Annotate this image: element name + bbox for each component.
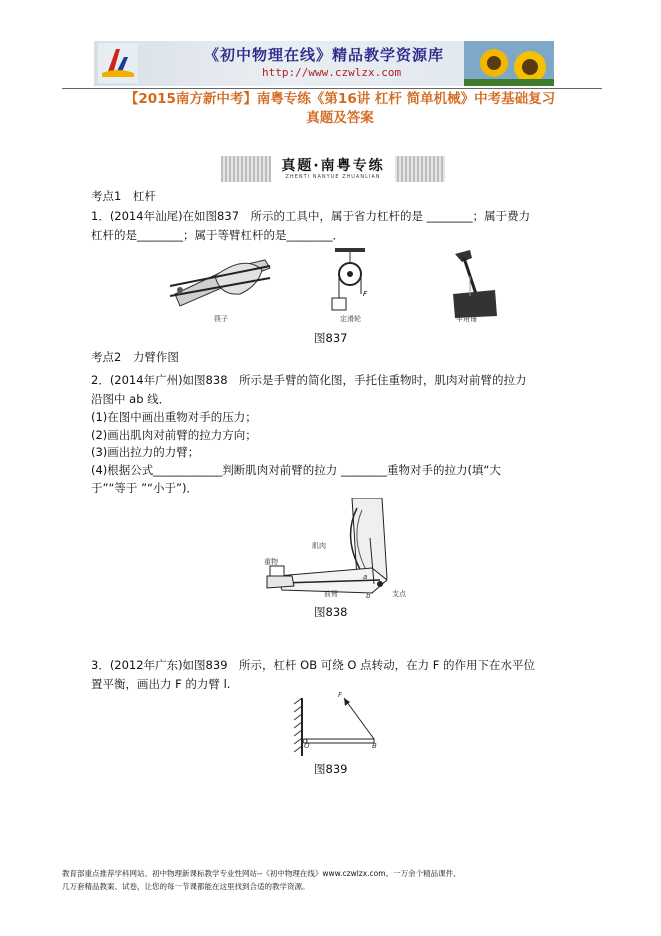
section-banner [221, 156, 445, 182]
banner-title: 《初中物理在线》精品教学资源库 [204, 46, 445, 64]
q2-line1: 2．(2014年广州)如图838 所示是手臂的简化图，手托住重物时，肌肉对前臂的拉力 [91, 373, 527, 387]
claw-hammer-image [453, 250, 497, 318]
q2-item-2: (2)画出肌肉对前臂的拉力方向； [91, 428, 257, 442]
section-pinyin: ZHENTI NANYUE ZHUANLIAN [271, 174, 395, 182]
banner-url-link[interactable]: http://www.czwlzx.com [262, 66, 402, 79]
force-f-label: F [338, 691, 343, 699]
section-title: 真题·南粤专练 [271, 155, 395, 175]
kaodian-1-heading: 考点1 杠杆 [91, 189, 156, 203]
point-b-label: b [366, 592, 371, 600]
q2-line-last: 于”“等于 ”“小于”)． [91, 481, 198, 495]
weight-label: 重物 [264, 558, 278, 566]
muscle-label: 肌肉 [312, 542, 326, 550]
svg-text:F: F [363, 290, 368, 298]
kaodian-2-heading: 考点2 力臂作图 [91, 350, 179, 364]
pivot-label: 支点 [392, 590, 406, 598]
point-b-label-839: B [372, 742, 377, 750]
point-o-label: O [304, 742, 310, 750]
point-a-label: a [363, 573, 368, 581]
site-logo-icon [98, 43, 138, 83]
figure-837-caption: 图837 [314, 331, 348, 345]
page-title-line1: 【2015南方新中考】南粤专练《第16讲 杠杆 简单机械》中考基础复习 [124, 91, 556, 107]
header-rule [62, 88, 602, 89]
forearm-label: 前臂 [324, 590, 338, 598]
q2-item-1: (1)在图中画出重物对手的压力； [91, 410, 257, 424]
footer-line2: 几万套精品教案、试卷，让您的每一节课都能在这里找到合适的教学资源。 [62, 882, 310, 891]
q1-line1: 1．(2014年汕尾)在如图837 所示的工具中，属于省力杠杆的是 ________；属于费力 [91, 209, 531, 223]
chopsticks-image [170, 260, 270, 306]
chopsticks-label: 筷子 [214, 315, 228, 323]
figure-839-caption: 图839 [314, 762, 348, 776]
sunflower-image [464, 41, 554, 86]
header-banner [94, 41, 554, 86]
footer-line1: 教育部重点推荐学科网站、初中物理新课标教学专业性网站--《初中物理在线》www.czwlzx.com。一万余个精品课件、 [62, 869, 461, 878]
q1-line2: 杠杆的是________；属于等臂杠杆的是________． [91, 228, 344, 242]
q2-item-4: (4)根据公式____________判断肌肉对前臂的拉力 ________重物对手的拉力(填“大 [91, 463, 501, 477]
claw-hammer-label: 羊角锤 [456, 315, 477, 323]
q3-line1: 3．(2012年广东)如图839 所示，杠杆 OB 可绕 O 点转动，在力 F 的作用下在水平位 [91, 658, 536, 672]
figure-838-caption: 图838 [314, 605, 348, 619]
q3-line2: 置平衡，画出力 F 的力臂 l. [91, 677, 231, 691]
figure-838 [262, 498, 432, 604]
q2-item-3: (3)画出拉力的力臂； [91, 445, 200, 459]
page-title [90, 90, 590, 128]
fixed-pulley-label: 定滑轮 [340, 315, 361, 323]
fixed-pulley-image [332, 248, 368, 310]
q2-line2: 沿图中 ab 线． [91, 392, 171, 406]
page-footer [62, 867, 602, 893]
page-title-line2: 真题及答案 [306, 110, 374, 126]
